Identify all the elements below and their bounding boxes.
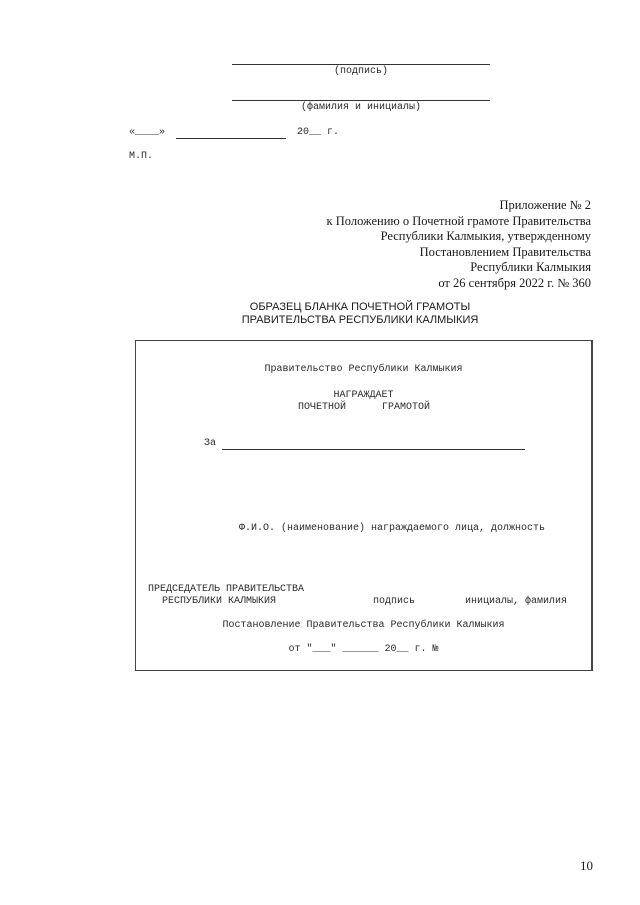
date-prefix: «____»	[129, 127, 166, 138]
seal-label: М.П.	[129, 151, 154, 162]
recipient-caption: Ф.И.О. (наименование) награждаемого лица, должность	[239, 523, 546, 534]
initials-label: инициалы, фамилия	[465, 596, 568, 607]
signature-caption: (подпись)	[333, 66, 388, 77]
page-number: 10	[580, 858, 593, 873]
decree-label: Постановление Правительства Республики Калмыкия	[222, 620, 505, 631]
date-year: 20__ г.	[297, 127, 340, 138]
chair-title-line2: РЕСПУБЛИКИ КАЛМЫКИЯ	[162, 596, 277, 607]
decree-date: от "___" ______ 20__ г. №	[288, 644, 439, 655]
date-month-line	[176, 138, 286, 139]
chair-title-line1: ПРЕДСЕДАТЕЛЬ ПРАВИТЕЛЬСТВА	[148, 584, 305, 595]
form-title-line2: ПРАВИТЕЛЬСТВА РЕСПУБЛИКИ КАЛМЫКИЯ	[241, 314, 479, 326]
for-label: За	[204, 438, 217, 449]
appendix-line: Республики Калмыкия, утвержденному	[380, 229, 591, 244]
appendix-line: Постановлением Правительства	[419, 244, 591, 259]
form-title-line1: ОБРАЗЕЦ БЛАНКА ПОЧЕТНОЙ ГРАМОТЫ	[249, 301, 471, 313]
appendix-line: Приложение № 2	[499, 198, 591, 212]
appendix-line: от 26 сентября 2022 г. № 360	[438, 275, 591, 290]
name-line	[232, 100, 490, 101]
government-name: Правительство Республики Калмыкия	[264, 364, 463, 375]
certificate-frame	[135, 340, 593, 671]
appendix-note	[327, 198, 591, 292]
appendix-line: к Положению о Почетной грамоте Правительства	[326, 213, 591, 228]
award-word-1: ПОЧЕТНОЙ	[298, 402, 347, 413]
signature-label: подпись	[373, 596, 416, 607]
signature-line	[232, 64, 490, 65]
for-line	[222, 449, 525, 450]
award-word-2: ГРАМОТОЙ	[382, 402, 431, 413]
name-caption: (фамилия и инициалы)	[300, 102, 422, 113]
appendix-line: Республики Калмыкия	[470, 260, 591, 275]
awards-label: НАГРАЖДАЕТ	[333, 390, 394, 401]
